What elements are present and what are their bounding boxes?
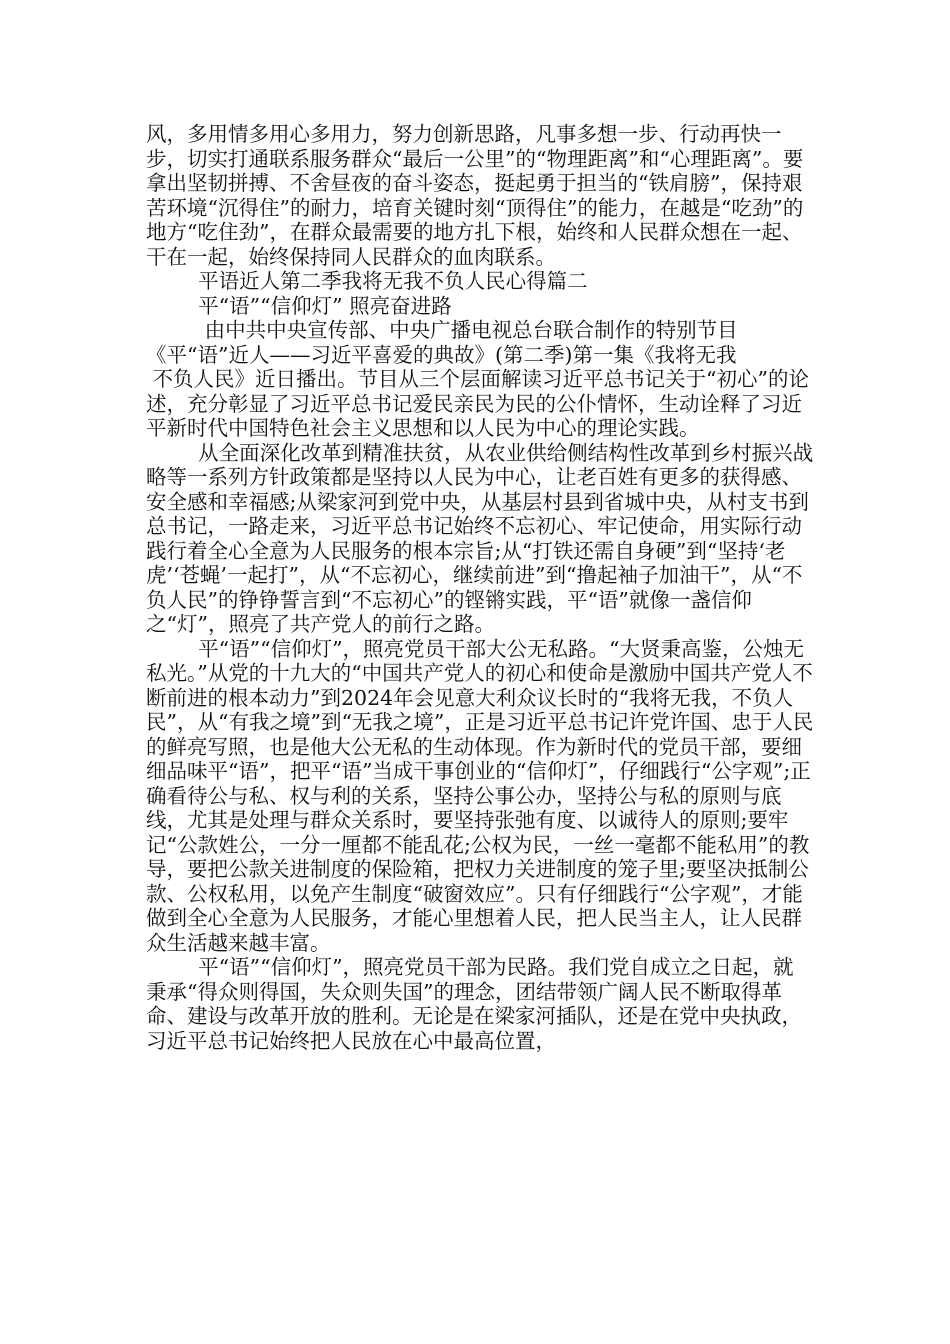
paragraph-policy: 从全面深化改革到精准扶贫，从农业供给侧结构性改革到乡村振兴战略等一系列方针政策都是坚持以人民为中心，让老百姓有更多的获得感、安全感和幸福感;从梁家河到党中央，从基层村县到省城中央，从村支书到总书记，一路走来，习近平总书记始终不忘初心、牢记使命，用实际行动践行着全心全意为人民服务的根本宗旨;从“打铁还需自身硬”到“坚持‘老虎’‘苍蝇’一起打”，从“不忘初心，继续前进”到“撸起袖子加油干”，从“不负人民”的铮铮誓言到“不忘初心”的铿锵实践，平“语”就像一盏信仰之“灯”，照亮了共产党人的前行之路。 bbox=[146, 440, 814, 636]
paragraph-for-people: 平“语”“信仰灯”，照亮党员干部为民路。我们党自成立之日起，就秉承“得众则得国，失众则失国”的理念，团结带领广阔人民不断取得革命、建设与改革开放的胜利。无论是在梁家河插队，还是在党中央执政，习近平总书记始终把人民放在心中最高位置， bbox=[146, 955, 802, 1053]
paragraph-intro: 由中共中央宣传部、中央广播电视总台联合制作的特别节目《平“语”近人——习近平喜爱的典故》(第二季)第一集《我将无我 不负人民》近日播出。节目从三个层面解读习近平总书记关于“初心”的论述，充分彰显了习近平总书记爱民亲民为民的公仆情怀，生动诠释了习近平新时代中国特色社会主义思想和以人民为中心的理论实践。 bbox=[146, 318, 809, 440]
document-body bbox=[146, 122, 814, 1053]
paragraph-continued: 风，多用情多用心多用力，努力创新思路，凡事多想一步、行动再快一步，切实打通联系服务群众“最后一公里”的“物理距离”和“心理距离”。要拿出坚韧拼搏、不舍昼夜的奋斗姿态，挺起勇于担当的“铁肩膀”，保持艰苦环境“沉得住”的耐力，培育关键时刻“顶得住”的能力，在越是“吃劲”的地方“吃住劲”，在群众最需要的地方扎下根，始终和人民群众想在一起、干在一起，始终保持同人民群众的血肉联系。 bbox=[146, 122, 804, 269]
article-title: 平“语”“信仰灯” 照亮奋进路 bbox=[146, 293, 452, 318]
paragraph-selfless: 平“语”“信仰灯”，照亮党员干部大公无私路。“大贤秉高鉴，公烛无私光。”从党的十九大的“中国共产党人的初心和使命是激励中国共产党人不断前进的根本动力”到2024年会见意大利众议长时的“我将无我，不负人民”，从“有我之境”到“无我之境”，正是习近平总书记许党许国、忠于人民的鲜亮写照，也是他大公无私的生动体现。作为新时代的党员干部，要细细品味平“语”，把平“语”当成干事创业的“信仰灯”，仔细践行“公字观”;正确看待公与私、权与利的关系，坚持公事公办，坚持公与私的原则与底线，尤其是处理与群众关系时，要坚持张弛有度、以诚待人的原则;要牢记“公款姓公，一分一厘都不能乱花;公权为民，一丝一毫都不能私用”的教导，要把公款关进制度的保险箱，把权力关进制度的笼子里;要坚决抵制公款、公权私用，以免产生制度“破窗效应”。只有仔细践行“公字观”，才能做到全心全意为人民服务，才能心里想着人民，把人民当主人，让人民群众生活越来越丰富。 bbox=[146, 636, 814, 955]
section-title: 平语近人第二季我将无我不负人民心得篇二 bbox=[146, 269, 588, 293]
